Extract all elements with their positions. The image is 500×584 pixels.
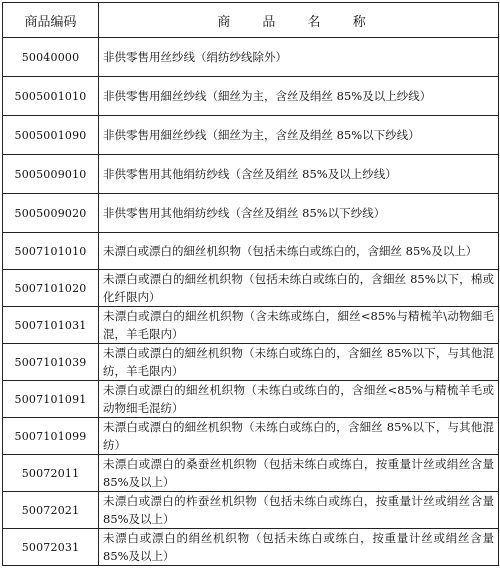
table-body bbox=[3, 38, 499, 566]
commodity-code-cell: 5007101099 bbox=[3, 418, 99, 455]
column-header-name: 商 品 名 称 bbox=[99, 3, 499, 38]
commodity-code-cell: 5005001090 bbox=[3, 116, 99, 155]
table-row bbox=[3, 38, 499, 77]
table-row bbox=[3, 492, 499, 529]
commodity-code-cell: 50040000 bbox=[3, 38, 99, 77]
commodity-code-cell: 5007101039 bbox=[3, 344, 99, 381]
table-row bbox=[3, 529, 499, 566]
table-row bbox=[3, 381, 499, 418]
table-row bbox=[3, 418, 499, 455]
commodity-name-cell: 未漂白或漂白的柞蚕丝机织物（包括未练白或练白，按重量计丝或绢丝含量 85%及以上） bbox=[99, 492, 499, 529]
commodity-name-cell: 非供零售用其他绢纺纱线（含丝及绢丝 85%以下纱线） bbox=[99, 194, 499, 233]
commodity-code-table bbox=[2, 2, 499, 566]
table-row bbox=[3, 344, 499, 381]
commodity-code-cell: 5007101020 bbox=[3, 270, 99, 307]
table-row bbox=[3, 155, 499, 194]
commodity-name-cell: 未漂白或漂白的桑蚕丝机织物（包括未练白或练白，按重量计丝或绢丝含量 85%及以上） bbox=[99, 455, 499, 492]
commodity-code-cell: 50072031 bbox=[3, 529, 99, 566]
table-row bbox=[3, 455, 499, 492]
commodity-name-cell: 非供零售用細丝纱线（細丝为主，含丝及绢丝 85%以下纱线） bbox=[99, 116, 499, 155]
table-row bbox=[3, 233, 499, 270]
commodity-name-cell: 未漂白或漂白的細丝机织物（含未练或练白，細丝<85%与精梳羊\动物細毛混，羊毛限内） bbox=[99, 307, 499, 344]
commodity-code-cell: 5007101031 bbox=[3, 307, 99, 344]
table-row bbox=[3, 77, 499, 116]
commodity-name-cell: 未漂白或漂白的绢丝机织物（包括未练白或练白，按重量计丝或绢丝含量 85%及以上） bbox=[99, 529, 499, 566]
commodity-code-cell: 5005001010 bbox=[3, 77, 99, 116]
column-header-code: 商品编码 bbox=[3, 3, 99, 38]
commodity-code-cell: 5007101091 bbox=[3, 381, 99, 418]
table-row bbox=[3, 194, 499, 233]
commodity-name-cell: 非供零售用細丝纱线（細丝为主，含丝及绢丝 85%及以上纱线） bbox=[99, 77, 499, 116]
commodity-name-cell: 未漂白或漂白的細丝机织物（未练白或练白的，含細丝 85%以下，与其他混纺，羊毛限内） bbox=[99, 344, 499, 381]
commodity-name-cell: 非供零售用丝纱线（绢纺纱线除外） bbox=[99, 38, 499, 77]
commodity-code-cell: 50072011 bbox=[3, 455, 99, 492]
commodity-name-cell: 未漂白或漂白的細丝机织物（未练白或练白的，含細丝 85%以下，与其他混纺） bbox=[99, 418, 499, 455]
commodity-name-cell: 非供零售用其他绢纺纱线（含丝及绢丝 85%及以上纱线） bbox=[99, 155, 499, 194]
commodity-code-cell: 50072021 bbox=[3, 492, 99, 529]
commodity-name-cell: 未漂白或漂白的細丝机织物（包括未练白或练白的，含細丝 85%及以上） bbox=[99, 233, 499, 270]
commodity-name-cell: 未漂白或漂白的細丝机织物（包括未练白或练白的，含細丝 85%以下，棉或化纤限内） bbox=[99, 270, 499, 307]
table-row bbox=[3, 307, 499, 344]
table-row bbox=[3, 270, 499, 307]
table-header-row bbox=[3, 3, 499, 38]
commodity-code-cell: 5007101010 bbox=[3, 233, 99, 270]
table-row bbox=[3, 116, 499, 155]
commodity-code-cell: 5005009020 bbox=[3, 194, 99, 233]
commodity-name-cell: 未漂白或漂白的細丝机织物（未练白或练白的，含细丝<85%与精梳羊毛或动物细毛混纺） bbox=[99, 381, 499, 418]
commodity-code-cell: 5005009010 bbox=[3, 155, 99, 194]
